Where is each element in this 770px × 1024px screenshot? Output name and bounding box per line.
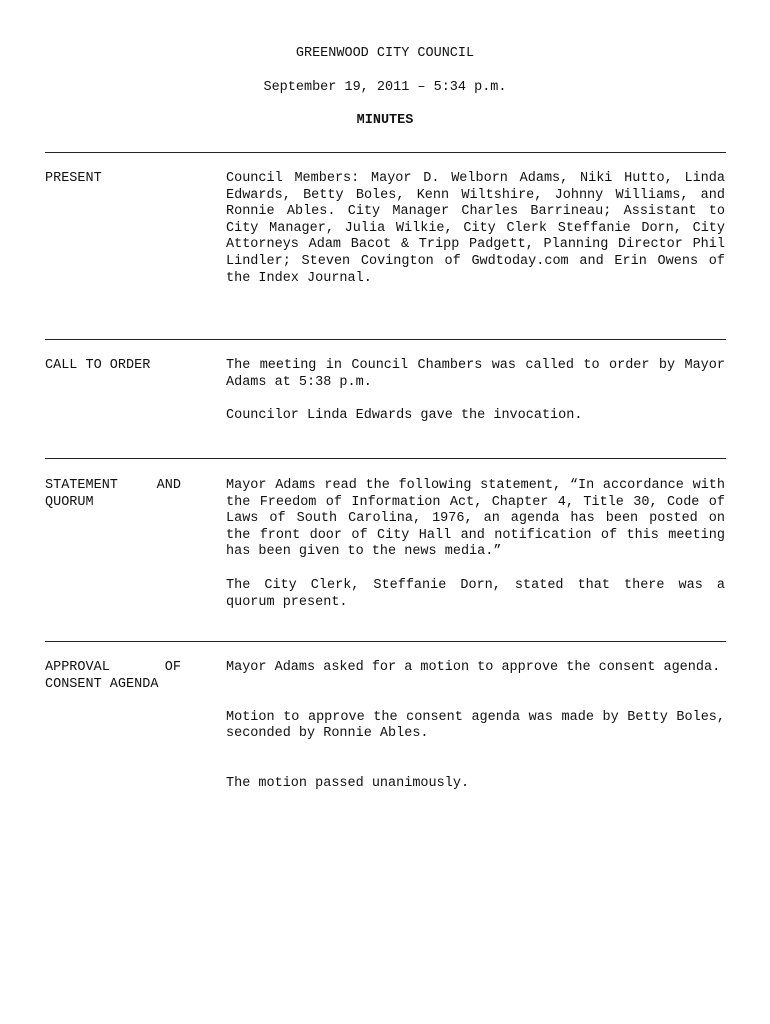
council-name: GREENWOOD CITY COUNCIL — [295, 46, 475, 61]
section-body-consent-agenda — [226, 660, 725, 792]
section-divider — [45, 458, 726, 459]
section-label-call-to-order — [45, 358, 182, 375]
foia-statement-paragraph: Mayor Adams read the following statement, “In accordance with the Freedom of Information Act, Chapter 4, Title 30, Code of Laws of South Carolina, 1976, an agenda has been posted on the front door of City Hall and notification of this meeting has been given to the news media.” — [226, 478, 725, 560]
section-body-present — [226, 171, 725, 287]
section-divider — [45, 152, 726, 153]
motion-result-paragraph: The motion passed unanimously. — [226, 775, 470, 791]
section-label-text: CONSENT AGENDA — [45, 676, 159, 692]
section-label-text: PRESENT — [45, 171, 102, 186]
section-label-text: APPROVAL OF — [45, 660, 181, 675]
section-body-call-to-order — [226, 358, 725, 425]
section-label-text: CALL TO ORDER — [45, 358, 151, 373]
consent-request-paragraph: Mayor Adams asked for a motion to approve the consent agenda. — [226, 660, 721, 675]
section-label-consent-agenda — [45, 660, 181, 693]
section-label-text: QUORUM — [45, 494, 94, 510]
section-body-statement-quorum — [226, 478, 725, 611]
section-divider — [45, 641, 726, 642]
section-label-statement-quorum — [45, 478, 181, 511]
consent-motion-paragraph: Motion to approve the consent agenda was made by Betty Boles, seconded by Ronnie Ables. — [226, 709, 725, 742]
quorum-paragraph: The City Clerk, Steffanie Dorn, stated that there was a quorum present. — [226, 577, 725, 610]
invocation-paragraph: Councilor Linda Edwards gave the invocation. — [226, 408, 583, 424]
call-to-order-paragraph: The meeting in Council Chambers was called to order by Mayor Adams at 5:38 p.m. — [226, 358, 725, 390]
attendance-paragraph: Council Members: Mayor D. Welborn Adams, Niki Hutto, Linda Edwards, Betty Boles, Kenn Wiltshire, Johnny Williams, and Ronnie Ables. City Manager Charles Barrineau; Assistant to City Manager, Julia Wilkie, City Clerk Steffanie Dorn, City Attorneys Adam Bacot & Tripp Padgett, Planning Director Phil Lindler; Steven Covington of Gwdtoday.com and Erin Owens of the Index Journal. — [226, 171, 725, 286]
meeting-date-time: September 19, 2011 – 5:34 p.m. — [263, 80, 507, 95]
section-divider — [45, 339, 726, 340]
section-label-text: STATEMENT AND — [45, 478, 181, 493]
section-label-present — [45, 171, 182, 188]
document-title: MINUTES — [356, 113, 414, 128]
